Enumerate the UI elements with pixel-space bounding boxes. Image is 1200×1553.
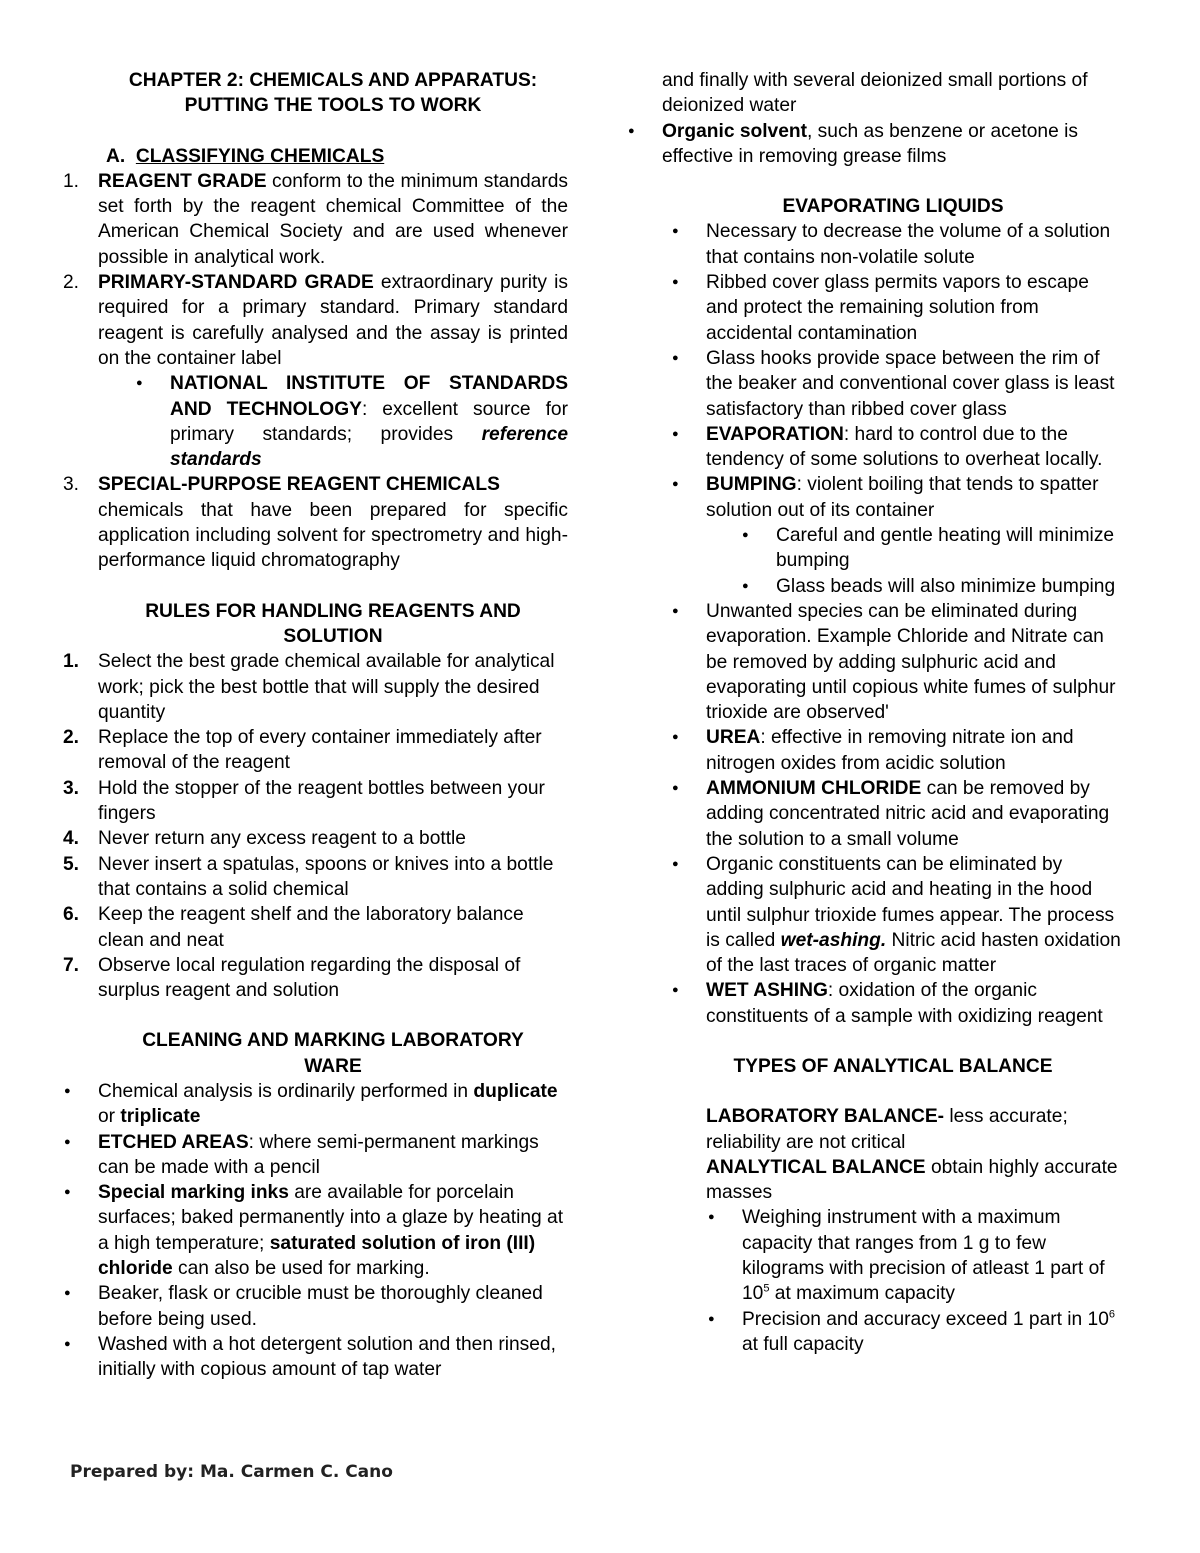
list-item: ● Glass hooks provide space between the rim of the beaker and conventional cover glass is least satisfactory than ribbed cover glass [706, 346, 1124, 422]
classifying-list-cont [63, 472, 568, 573]
list-item: 3. Hold the stopper of the reagent bottles between your fingers [63, 777, 545, 825]
list-item: ● Beaker, flask or crucible must be thoroughly cleaned before being used. [98, 1281, 568, 1332]
list-item: 1. Select the best grade chemical available for analytical work; pick the best bottle that will supply the desired quantity [63, 651, 555, 723]
organic-solvent-list [662, 119, 1124, 170]
list-item: ● UREA: effective in removing nitrate ion and nitrogen oxides from acidic solution [706, 725, 1124, 776]
cleaning-list [98, 1079, 568, 1383]
analytical-balance: ANALYTICAL BALANCE obtain highly accurate masses [706, 1156, 1118, 1204]
chapter-title-line1: CHAPTER 2: CHEMICALS AND APPARATUS: [128, 70, 538, 91]
list-item: ● Careful and gentle heating will minimize bumping [776, 523, 1124, 574]
list-item: 2. PRIMARY-STANDARD GRADE extraordinary purity is required for a primary standard. Primary standard reagent is carefully analysed and the assay is printed on the container label [63, 272, 568, 369]
list-item: ● Glass beads will also minimize bumping [776, 574, 1124, 599]
cleaning-heading-line1: CLEANING AND MARKING LABORATORY [142, 1030, 524, 1052]
balance-heading: TYPES OF ANALYTICAL BALANCE [733, 1055, 1053, 1077]
list-item: 3. SPECIAL-PURPOSE REAGENT CHEMICALS chemicals that have been prepared for specific application including solvent for spectrometry and high-performance liquid chromatography [63, 474, 568, 572]
evaporating-heading: EVAPORATING LIQUIDS [782, 196, 1004, 218]
list-item: 5. Never insert a spatulas, spoons or knives into a bottle that contains a solid chemical [63, 853, 554, 900]
rules-list [63, 649, 568, 1003]
laboratory-balance: LABORATORY BALANCE- less accurate; reliability are not critical [706, 1106, 1068, 1153]
rules-heading-line2: SOLUTION [283, 625, 383, 647]
list-item: 4. Never return any excess reagent to a bottle [63, 828, 466, 850]
list-item: ● Washed with a hot detergent solution and then rinsed, initially with copious amount of tap water [98, 1332, 568, 1383]
bumping-sublist [776, 523, 1124, 599]
cleaning-heading-line2: WARE [304, 1055, 362, 1077]
nist-sublist [170, 371, 568, 472]
continued-text: and finally with several deionized small portions of deionized water [662, 70, 1088, 117]
list-item: ● WET ASHING: oxidation of the organic constituents of a sample with oxidizing reagent [706, 978, 1124, 1029]
list-item: ● Special marking inks are available for porcelain surfaces; baked permanently into a glaze by heating at a high temperature; saturated solution of iron (III) chloride can also be used for marking. [98, 1180, 568, 1281]
list-item: ● Ribbed cover glass permits vapors to escape and protect the remaining solution from accidental contamination [706, 270, 1124, 346]
list-item: ● ETCHED AREAS: where semi-permanent markings can be made with a pencil [98, 1130, 568, 1181]
list-item: ● Weighing instrument with a maximum capacity that ranges from 1 g to few kilograms with precision of atleast 1 part of $10^5$ at maximum capacity [742, 1205, 1124, 1306]
list-item: ● Chemical analysis is ordinarily performed in duplicate or triplicate [98, 1079, 568, 1130]
list-item: ● Organic constituents can be eliminated by adding sulphuric acid and heating in the hood until sulphur trioxide fumes appear. The process is called wet-ashing. Nitric acid hasten oxidation of the last traces of organic matter [706, 852, 1124, 978]
list-item: ● AMMONIUM CHLORIDE can be removed by adding concentrated nitric acid and evaporating the solution to a small volume [706, 776, 1124, 852]
list-item: ● Necessary to decrease the volume of a solution that contains non-volatile solute [706, 219, 1124, 270]
balance-section [706, 1104, 1124, 1357]
list-item: ● EVAPORATION: hard to control due to the tendency of some solutions to overheat locally. [706, 422, 1124, 473]
list-item: 2. Replace the top of every container immediately after removal of the reagent [63, 727, 542, 774]
balance-list [742, 1205, 1124, 1357]
list-item: ● Precision and accuracy exceed 1 part in $10^6$ at full capacity [742, 1307, 1124, 1358]
list-item: ● BUMPING: violent boiling that tends to spatter solution out of its container ● Careful and gentle heating will minimize bumping ● Glass beads will also minimize bumping [706, 472, 1124, 598]
footer-author: Prepared by: Ma. Carmen C. Cano [70, 1462, 393, 1482]
right-column [662, 68, 1124, 1357]
list-item: 7. Observe local regulation regarding the disposal of surplus reagent and solution [63, 954, 521, 1002]
rules-heading-line1: RULES FOR HANDLING REAGENTS AND [145, 600, 521, 622]
left-column [63, 68, 568, 1383]
list-item: ● Organic solvent, such as benzene or acetone is effective in removing grease films [662, 119, 1124, 170]
list-item: ● Unwanted species can be eliminated during evaporation. Example Chloride and Nitrate can be removed by adding sulphuric acid and evaporating until copious white fumes of sulphur trioxide are observed' [706, 599, 1124, 725]
classifying-heading: A. CLASSIFYING CHEMICALS [106, 145, 385, 167]
list-item: ● NATIONAL INSTITUTE OF STANDARDS AND TECHNOLOGY: excellent source for primary standards; provides reference standards [170, 371, 568, 472]
classifying-list [63, 169, 568, 371]
evaporating-list [706, 219, 1124, 1029]
chapter-title-line2: PUTTING THE TOOLS TO WORK [184, 95, 482, 117]
list-item: 1. REAGENT GRADE conform to the minimum standards set forth by the reagent chemical Committee of the American Chemical Society and are used whenever possible in analytical work. [63, 170, 568, 268]
list-item: 6. Keep the reagent shelf and the laboratory balance clean and neat [63, 904, 524, 951]
